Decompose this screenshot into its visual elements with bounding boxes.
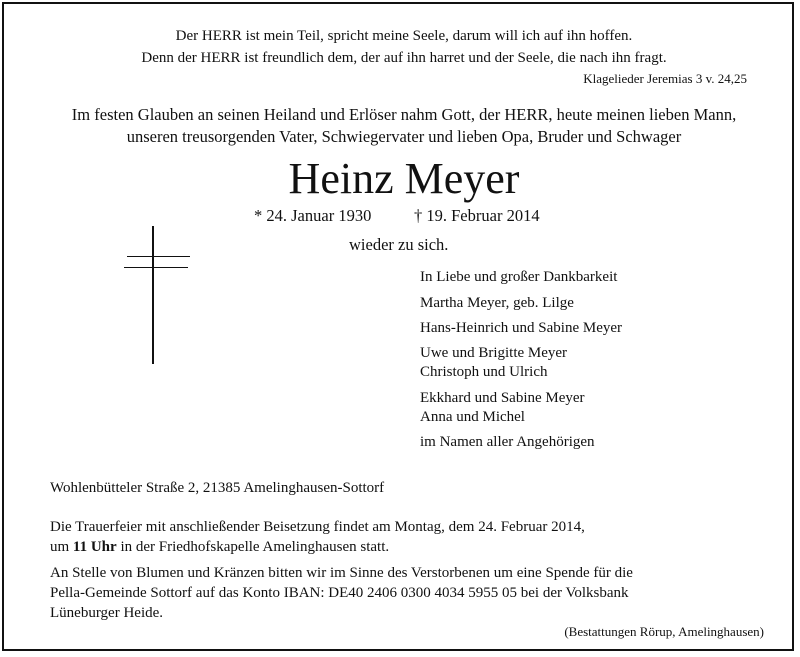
intro-line-1: Im festen Glauben an seinen Heiland und Erlöser nahm Gott, der HERR, heute meinen lieben Mann, — [71, 105, 737, 124]
returned-text: wieder zu sich. — [349, 235, 449, 254]
bible-verse-line-1: Der HERR ist mein Teil, spricht meine Seele, darum will ich auf ihn hoffen. — [175, 28, 633, 44]
service-prefix: um — [50, 539, 73, 555]
service-time: 11 Uhr — [72, 539, 117, 555]
donation-line-2: Pella-Gemeinde Sottorf auf das Konto IBAN: DE40 2406 0300 4034 5955 05 bei der Volksbank — [50, 585, 629, 601]
service-line-2 — [50, 537, 389, 557]
donation-line-1: An Stelle von Blumen und Kränzen bitten wir im Sinne des Verstorbenen um eine Spende für die — [50, 565, 633, 581]
birth-date: * 24. Januar 1930 — [254, 206, 372, 225]
service-line-1: Die Trauerfeier mit anschließender Beisetzung findet am Montag, dem 24. Februar 2014, — [50, 519, 585, 535]
donation-line-3: Lüneburger Heide. — [50, 605, 164, 621]
family-line: Uwe und Brigitte Meyer — [420, 345, 568, 361]
service-suffix: in der Friedhofskapelle Amelinghausen statt. — [116, 539, 390, 555]
family-line: Martha Meyer, geb. Lilge — [420, 295, 574, 311]
undertaker-credit: (Bestattungen Rörup, Amelinghausen) — [564, 624, 764, 639]
bible-verse-line-2: Denn der HERR ist freundlich dem, der auf ihn harret und der Seele, die nach ihn fragt. — [141, 50, 667, 66]
family-line: Ekkhard und Sabine Meyer — [420, 390, 585, 406]
family-line: In Liebe und großer Dankbarkeit — [420, 269, 618, 285]
family-line: Hans-Heinrich und Sabine Meyer — [420, 320, 623, 336]
deceased-name: Heinz Meyer — [288, 154, 520, 203]
notice-border — [2, 2, 794, 651]
family-line: Christoph und Ulrich — [420, 364, 548, 380]
family-line: Anna und Michel — [420, 409, 525, 425]
death-date: † 19. Februar 2014 — [414, 206, 540, 225]
bible-verse-reference: Klagelieder Jeremias 3 v. 24,25 — [583, 71, 747, 86]
family-line: im Namen aller Angehörigen — [420, 434, 595, 450]
family-address: Wohlenbütteler Straße 2, 21385 Amelinghausen-Sottorf — [50, 480, 385, 496]
intro-line-2: unseren treusorgenden Vater, Schwiegervater und lieben Opa, Bruder und Schwager — [126, 127, 682, 146]
